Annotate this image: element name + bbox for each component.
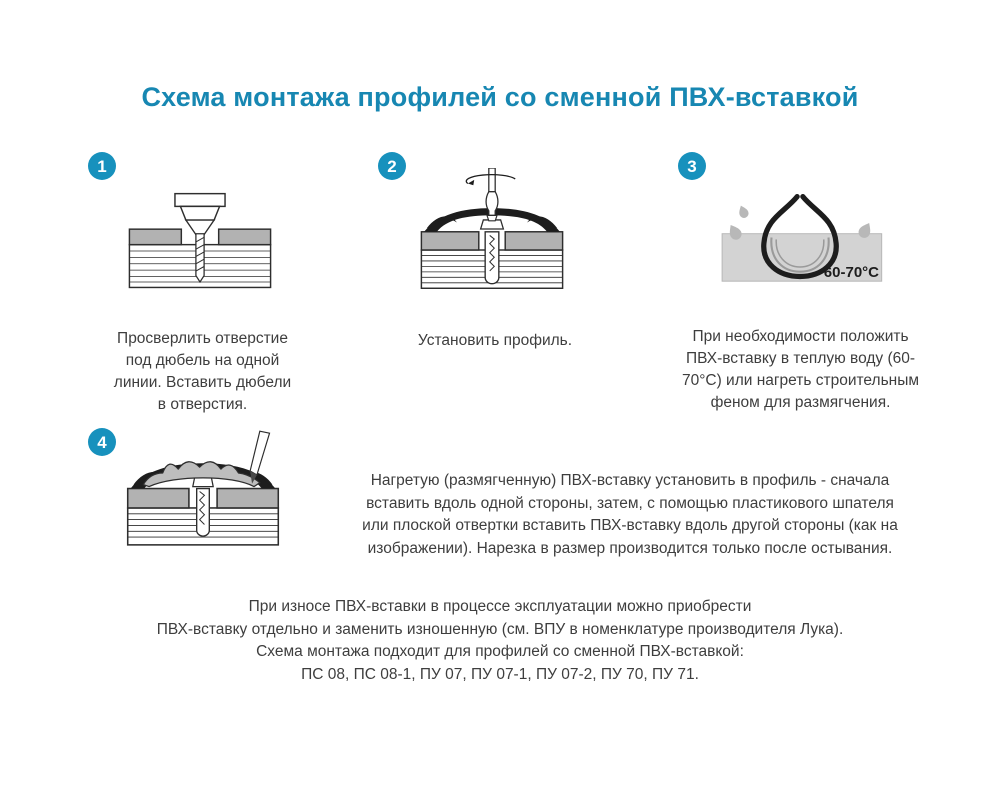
footer-line: ПС 08, ПС 08-1, ПУ 07, ПУ 07-1, ПУ 07-2, ПУ 70, ПУ 71.	[301, 665, 699, 683]
step3-illustration	[705, 190, 895, 285]
step3-caption-line: феном для размягчения.	[710, 394, 891, 411]
footer-line: Схема монтажа подходит для профилей со сменной ПВХ-вставкой:	[256, 643, 744, 660]
step3-caption-line: При необходимости положить	[692, 328, 909, 345]
water-temperature-label: 60-70°C	[823, 264, 879, 281]
step3-number-badge	[678, 152, 706, 180]
step1-caption-line: в отверстия.	[157, 396, 248, 413]
step2-illustration	[412, 168, 572, 291]
step1-number: 1	[97, 156, 107, 176]
step1-caption-line: линии. Вставить дюбели	[113, 374, 292, 391]
step2-number-badge	[378, 152, 406, 180]
step3-caption-line: ПВХ-вставку в теплую воду (60-	[685, 350, 916, 367]
step3-caption-line: 70°С) или нагреть строительным	[681, 372, 920, 389]
page-title: Схема монтажа профилей со сменной ПВХ-вставкой	[141, 82, 859, 112]
step2-number: 2	[387, 156, 397, 176]
footer-note	[0, 596, 1000, 686]
step4-illustration	[118, 430, 288, 549]
step2-caption	[375, 330, 615, 352]
step4-caption-line: вставить вдоль одной стороны, затем, с помощью пластикового шпателя	[366, 494, 894, 512]
step4-caption	[305, 470, 955, 560]
step4-caption-line: изображении). Нарезка в размер производится только после остывания.	[367, 539, 893, 557]
step1-illustration	[120, 190, 280, 292]
step1-caption-line: Просверлить отверстие	[117, 330, 288, 347]
step3-number: 3	[687, 156, 697, 176]
step4-caption-line: Нагретую (размягченную) ПВХ-вставку установить в профиль - сначала	[370, 472, 890, 489]
step4-number: 4	[97, 432, 107, 452]
step2-caption-line: Установить профиль.	[417, 332, 573, 349]
step3-caption	[648, 326, 953, 414]
drill-into-floor-icon	[120, 190, 280, 292]
step1-number-badge	[88, 152, 116, 180]
step1-caption-line: под дюбель на одной	[125, 352, 280, 369]
footer-line: ПВХ-вставку отдельно и заменить изношенную (см. ВПУ в номенклатуре производителя Лука).	[156, 620, 844, 638]
footer-line: При износе ПВХ-вставки в процессе эксплуатации можно приобрести	[248, 598, 752, 615]
screwdriver-profile-icon	[412, 168, 572, 291]
step1-caption	[75, 328, 330, 416]
step4-caption-line: или плоской отвертки вставить ПВХ-вставку вдоль другой стороны (как на	[362, 517, 898, 534]
insert-pvc-with-spatula-icon	[118, 430, 288, 549]
step4-number-badge	[88, 428, 116, 456]
